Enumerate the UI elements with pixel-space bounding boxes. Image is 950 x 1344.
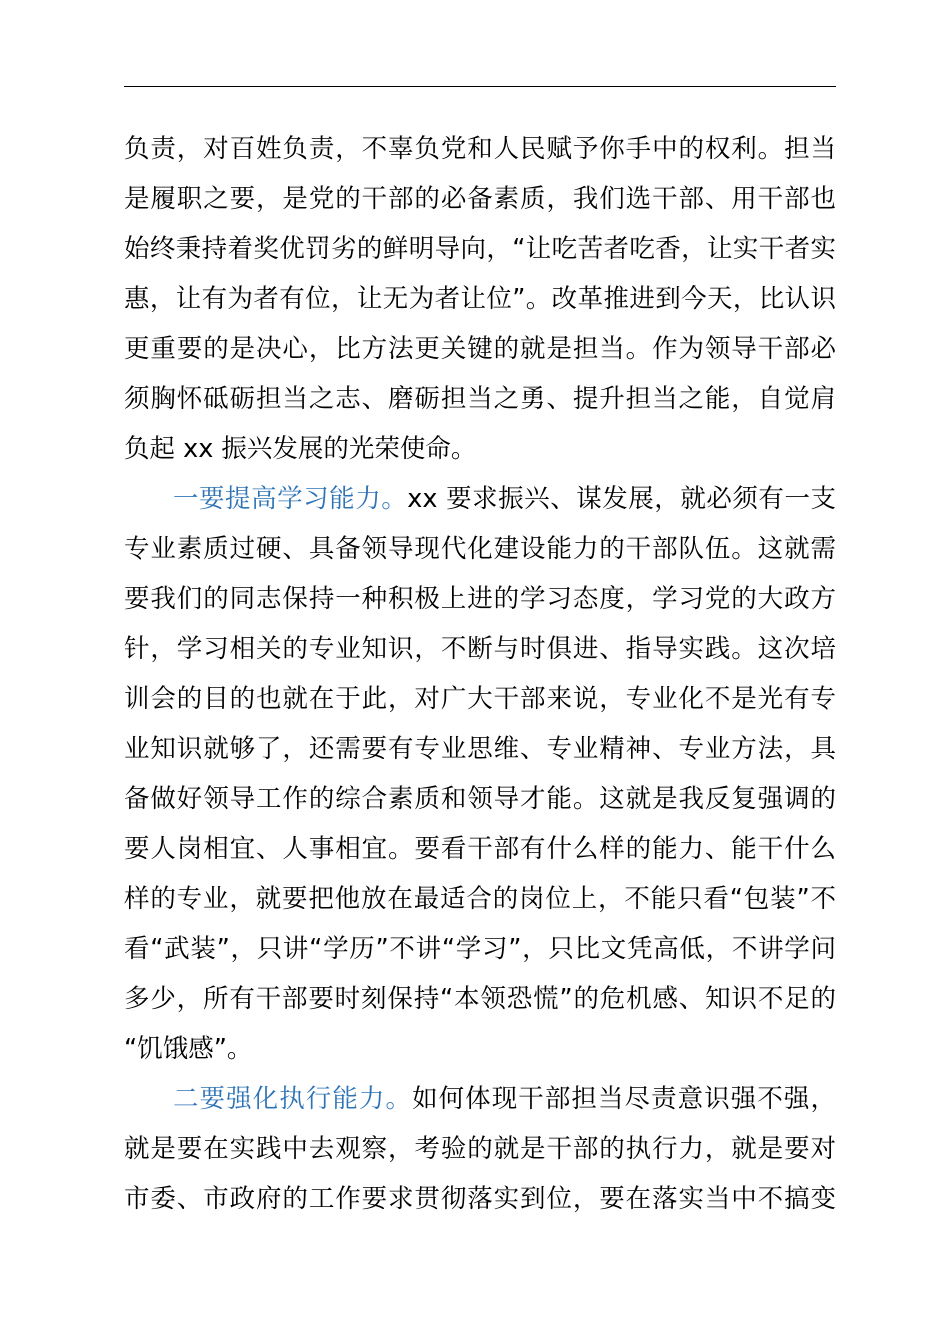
text-line: 负责，对百姓负责，不辜负党和人民赋予你手中的权利。担当 [124, 134, 836, 164]
section-1-first-line [173, 474, 836, 524]
section-1-heading: 一要提高学习能力。 [173, 484, 408, 514]
text-line: 专业素质过硬、具备领导现代化建设能力的干部队伍。这就需 [124, 534, 836, 564]
text-line: 训会的目的也就在于此，对广大干部来说，专业化不是光有专 [124, 684, 836, 714]
section-2-first-line [173, 1074, 836, 1124]
section-2-heading: 二要强化执行能力。 [173, 1084, 413, 1114]
text-line: 看“武装”，只讲“学历”不讲“学习”，只比文凭高低，不讲学问 [124, 934, 836, 964]
text-line: 针，学习相关的专业知识，不断与时俱进、指导实践。这次培 [124, 634, 836, 664]
text-line: 负起 xx 振兴发展的光荣使命。 [124, 434, 477, 464]
text-line: 备做好领导工作的综合素质和领导才能。这就是我反复强调的 [124, 784, 836, 814]
text-line: 要我们的同志保持一种积极上进的学习态度，学习党的大政方 [124, 584, 836, 614]
text-line: 市委、市政府的工作要求贯彻落实到位，要在落实当中不搞变 [124, 1184, 836, 1214]
section-2-first-line-text: 如何体现干部担当尽责意识强不强， [412, 1084, 836, 1114]
text-line: 要人岗相宜、人事相宜。要看干部有什么样的能力、能干什么 [124, 834, 836, 864]
text-line: 就是要在实践中去观察，考验的就是干部的执行力，就是要对 [124, 1134, 836, 1164]
text-line: 惠，让有为者有位，让无为者让位”。改革推进到今天，比认识 [124, 284, 836, 314]
text-line: 始终秉持着奖优罚劣的鲜明导向，“让吃苦者吃香，让实干者实 [124, 234, 836, 264]
text-line: 样的专业，就要把他放在最适合的岗位上，不能只看“包装”不 [124, 884, 836, 914]
text-line: “饥饿感”。 [124, 1034, 253, 1064]
header-rule [124, 86, 836, 87]
text-line: 更重要的是决心，比方法更关键的就是担当。作为领导干部必 [124, 334, 836, 364]
text-line: 是履职之要，是党的干部的必备素质，我们选干部、用干部也 [124, 184, 836, 214]
text-line: 须胸怀砥砺担当之志、磨砺担当之勇、提升担当之能，自觉肩 [124, 384, 836, 414]
text-line: 多少，所有干部要时刻保持“本领恐慌”的危机感、知识不足的 [124, 984, 836, 1014]
section-1-first-line-text: xx 要求振兴、谋发展，就必须有一支 [407, 484, 836, 514]
text-line: 业知识就够了，还需要有专业思维、专业精神、专业方法，具 [124, 734, 836, 764]
